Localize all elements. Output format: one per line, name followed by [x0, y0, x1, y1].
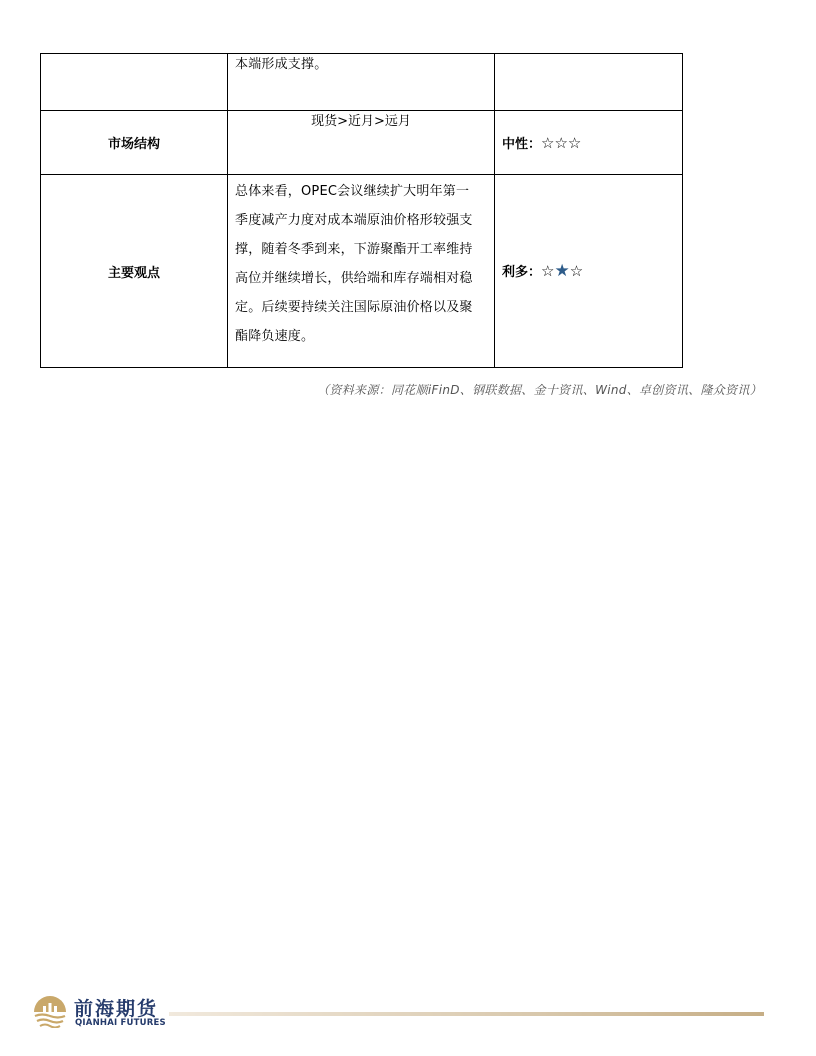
rating-label: 中性： — [502, 137, 542, 152]
text-line: 定。后续要持续关注国际原油价格以及聚 — [235, 300, 473, 315]
star-empty-icon: ☆ — [567, 134, 582, 152]
text-line: 季度减产力度对成本端原油价格形较强支 — [235, 213, 473, 228]
analysis-table — [40, 53, 683, 368]
rating-cell-neutral — [495, 111, 683, 175]
text-line: 高位并继续增长，供给端和库存端相对稳 — [235, 271, 473, 286]
text-line: 总体来看，OPEC会议继续扩大明年第一 — [235, 184, 470, 199]
table-row — [41, 111, 683, 175]
brand-name-en: QIANHAI FUTURES — [75, 1018, 166, 1028]
row-label-market-structure: 市场结构 — [41, 111, 228, 175]
rating-cell — [495, 54, 683, 111]
star-empty-icon: ☆ — [569, 262, 584, 280]
rating-cell-bullish — [495, 175, 683, 368]
row-content: 本端形成支撑。 — [228, 54, 495, 111]
page-footer — [32, 992, 772, 1032]
star-empty-icon: ☆ — [541, 262, 555, 280]
text-line: 酯降负速度。 — [235, 329, 315, 344]
star-filled-icon: ★ — [554, 261, 570, 281]
table-row — [41, 54, 683, 111]
star-empty-icon: ☆ — [554, 134, 568, 152]
row-label-main-view: 主要观点 — [41, 175, 228, 368]
star-empty-icon: ☆ — [541, 134, 555, 152]
rating-label: 利多： — [502, 265, 542, 280]
row-content-main-view — [228, 175, 495, 368]
text-line: 撑，随着冬季到来，下游聚酯开工率维持 — [235, 242, 473, 257]
row-content-market-structure: 现货>近月>远月 — [228, 111, 495, 175]
row-label-cell — [41, 54, 228, 111]
table-row — [41, 175, 683, 368]
brand-name-cn: 前海期货 — [74, 998, 159, 1020]
footer-divider — [169, 1012, 764, 1016]
source-note: （资料来源：同花顺iFinD、钢联数据、金十资讯、Wind、卓创资讯、隆众资讯） — [317, 383, 762, 397]
qianhai-logo-icon — [32, 992, 68, 1028]
